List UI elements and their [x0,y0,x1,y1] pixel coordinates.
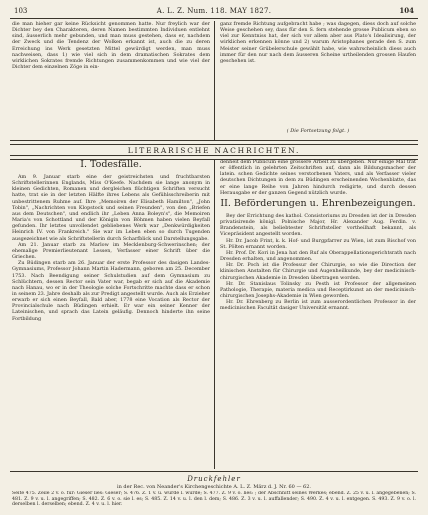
newspaper-page [10,4,418,511]
article-text: ganz fremde Richtung aufgebracht habe ; was dagegen, diess doch auf solche Weise geschehen sey, dass für den S. fern stehende grosse Publicum eben so viel zur Kenntniss hat, der sich vor allem aber aus Plato's Idealisirung, der wirklichen erkennen könne und 2) warum Aristophanes gerade den S. zum Meister seiner Grübelerschule gewählt habe, wie wahrscheinlich diess auch immer für den nur nach dem äusseren Scheine urtheilenden grossen Haufen geschehen ist. [220,21,416,64]
page-number-left: 103 [14,7,28,15]
death-notice: Zu Büdingen starb am 26. Januar der erste Professor des dasigen Landes-Gymnasiums, Professor Johann Martin Hadermann, geboren am 25. December 1753. Nach Beendigung seiner Schulstudien auf dem Gymnasium zu Schlüchtern, dessen Rector sein Vater war, begab er sich auf die Akademie nach Hanau, wo er in der Theologie solche Fortschritte machte dass er schon in seinem 23. Jahre deshalb als zur Predigt angestellt wurde. Auch als Erzieher erwarb er sich einen Beyfall, Bald aber, 1778 eine Vocation als Rector der Provincialschule nach Büdingen erhielt. Er war ein seiner Kenner der Lateinischen, und sprach das Latein geläufig. Dennoch hinderte ihn seine Fortbildung [12,260,210,322]
errata-text: Seite 475. Zeile 2 v. o. für: Gieser lies: Gieser; S. 476. Z. 1 v. u. wurde l. wurde; S. 477. Z. 9 v. o. lies: ; der Abschnitt seines Werkes; ebend. Z. 25 v. u. l. angegebenen; S. 481. Z. 9 v. u. l. angegriffen; S. 482. Z. 6 v. o. sie l. es; S. 485. Z. 14 v. u. l. den l. dem; S. 486. Z. 3 v. u. l. auffallender; S. 490. Z. 4 v. u. l. entgegen. S. 493. Z. 9 v. o. l. derselben l. derselben; ebend. Z. 4 v. u. l. hier. [12,491,416,508]
promotion-notice: Bey der Errichtung des kathol. Consistoriums zu Dresden ist der in Dresden privatisirende königl. Polnische Major, Hr. Alexander Aug. Ferdin. v. Brandenstein, als beliebtester Schriftsteller vortheilhaft bekannt, als Vicepräsident angestellt worden. [220,212,416,238]
promotion-notice: Hr. Dr. Jacob Frint, k. k. Hof- und Burgpfarrer zu Wien, ist zum Bischof von St. Pölten ernannt worden. [220,237,416,250]
left-column [12,157,210,469]
continued-article-left [12,21,210,140]
continued-article-right [220,21,416,127]
journal-running-head: A. L. Z. Num. 118. MAY 1827. [156,7,272,15]
errata-divider [10,471,418,472]
death-notice-continued: denheit dem Publicum eine grössere Arbeit zu übergeben. Nur einige Mal trat er öffentlich in gelehrten Zeitschriften auf, dann als Bildungsmacher der latein. schen Gedichte seines verstorbenen Vaters, und als Verfasser vieler deutschen Dichtungen in dem zu Büdingen erscheinenden Wochenblatte, das er eine lange Reihe von Jahren hindurch redigirte, und durch dessen Herausgabe er der ganzen Gegend nützlich wurde. [220,159,416,196]
promotion-notice: Hr. Dr. Poch ist die Professur der Chirurgie, so wie die Direction der klinischen Anstalten für Chirurgie und Augenheilkunde, bey der medicinisch-chirurgischen Akademie in Dresden übertragen worden. [220,262,416,281]
page-number-right: 104 [399,6,414,15]
death-notice: Am 9. Januar starb eine der geistreichsten und fruchtbarsten Schriftstellerinnen Englands, Miss O'Keefe. Nachdem sie lange anonym in kleinen Gedichten, Romanen und dergleichen flüchtigen Schriften versucht hatte, trat sie in der letzten Hälfte ihres Lebens als Gefühlsschreiberin mit unbestrittenem Ruhme auf. Ihre „Memoiren der Elisabeth Hamilton", „John Tobin", „Nachrichten von Klopstock und seinen Freunden", von den „Briefen aus dem Deutschen", und endlich ihr „Leben Anna Boleyn's", die Memoiren Maria's von Schottland und der Königin von Böhmen haben vielen Beyfall gefunden. Ihr letztes unvollendet gebliebenes Werk war „Denkwürdigkeiten Heinrich IV. von Frankreich." Sie war im Leben eben so durch Tugenden ausgezeichnet wie als Schriftstellerin durch Scharfblick und Darstellungsgabe. [12,174,210,242]
column-divider [214,159,215,469]
column-divider [214,21,215,141]
section-divider [10,140,418,145]
death-notice: Am 21. Januar starb zu Marlow im Mecklenburg-Schwerinschen; der ehemalige Premierlieutenant Lessen, Verfasser einer Schrift über die Griechen. [12,241,210,261]
continuation-note: ( Die Fortsetzung folgt. ) [286,128,350,134]
promotion-notice: Hr. Prof. Dr. Kori in Jena hat den Ruf als Oberappellationsgerichtsrath nach Dresden erhalten, und angenommen. [220,249,416,263]
page-header [10,4,418,19]
promotion-notice: Hr. Dr. Ehrenberg zu Berlin ist zum ausserordentlichen Professor in der medicinischen Facultät dasiger Universität ernannt. [220,299,416,312]
section-banner: LITERARISCHE NACHRICHTEN. [127,146,301,155]
promotion-notice: Hr. Dr. Stanislaus Tolinsky zu Pesth ist Professor der allgemeinen Pathologie, Therapie, materia medica und Receptirkunst an der medicinisch-chirurgischen Josephs-Akademie in Wien geworden. [220,280,416,299]
section-title-promotions: II. Beförderungen u. Ehrenbezeigungen. [220,197,416,209]
errata-subtitle: in der Rec. von Neander's Kirchengeschichte A. L. Z. März d. J. Nr. 60 — 62. [117,484,311,490]
section-title-deaths: I. Todesfälle. [80,159,142,170]
article-text: die man hieher gar keine Rücksicht genommen hatte. Nur freylich war der Dichter bey den Charakteren, deren Namen bestimmten Individuen entlehnt sind, äusserlich mehr gebunden, und man muss gestehen, dass er, nachdem der Zweck und die Tendenz der Wolken erkannt ist, auch die zu deren Erreichung ins Werk gesetzten Mittel gewürdigt werden, man muss nachweisen, dass 1) wie viel sich in dem dramatischen Sokrates dem wirklichen Sokrates fremde Richtungen zusammenkommen und wie viel der Dichter dem einzelnen Zöge in ein- [12,21,210,71]
right-column [220,159,416,469]
errata-title: Druckfehler [187,475,241,483]
